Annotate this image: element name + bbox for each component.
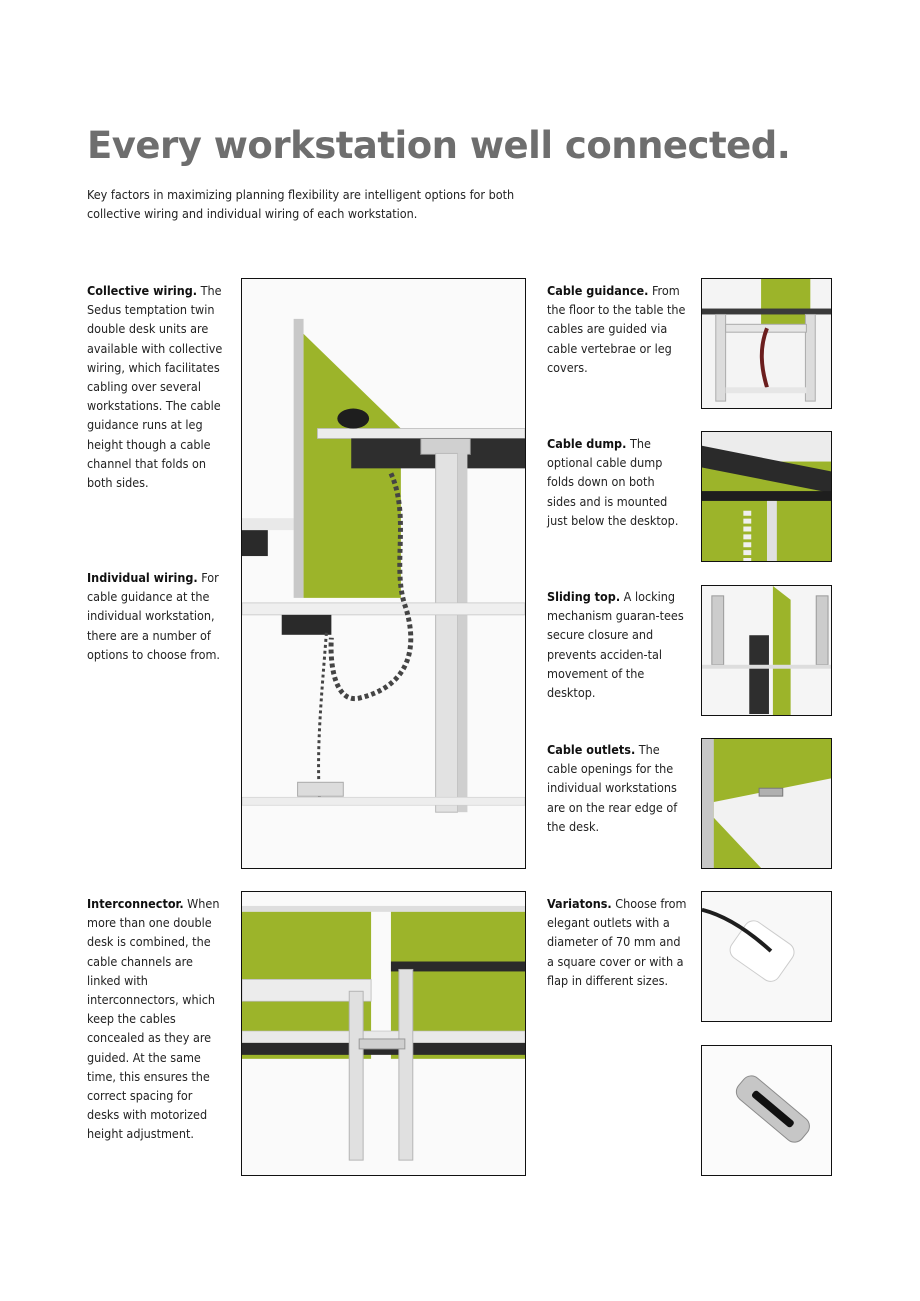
interconnector-body: When more than one double desk is combined, the cable channels are linked with interconnectors, which keep the cables concealed as they are guided. At the same time, this ensures the correct spacing for desks with motorized height adjustment. [87, 896, 220, 1142]
cable-guidance-title: Cable guidance [547, 283, 645, 298]
interconnector-illustration [242, 892, 525, 1175]
cable-guidance-illustration [702, 279, 831, 408]
cable-dump-text [547, 434, 687, 530]
cable-outlets-illustration [702, 739, 831, 868]
cable-dump-photo [701, 431, 832, 562]
cable-outlets-photo [701, 738, 832, 869]
cable-guidance-photo [701, 278, 832, 409]
round-outlet-illustration [702, 892, 831, 1021]
sliding-top-photo [701, 585, 832, 716]
cable-guidance-body: From the floor to the table the cables are guided via cable vertebrae or leg covers. [547, 283, 686, 375]
variations-body: Choose from elegant outlets with a diameter of 70 mm and a square cover or with a flap in different sizes. [547, 896, 687, 988]
individual-wiring-text [87, 568, 227, 664]
cable-guidance-text [547, 281, 687, 377]
collective-wiring-photo [241, 278, 526, 869]
collective-wiring-title: Collective wiring [87, 283, 193, 298]
page-title: Every workstation well connected. [87, 124, 791, 167]
round-outlet-photo [701, 891, 832, 1022]
sliding-top-body: A locking mechanism guaran-tees secure closure and prevents acciden-tal movement of the desktop. [547, 589, 684, 701]
sliding-top-title: Sliding top. [547, 589, 621, 604]
sliding-top-illustration [702, 586, 831, 715]
individual-wiring-title: Individual wiring. [87, 570, 198, 585]
interconnector-photo [241, 891, 526, 1176]
cable-dump-body: The optional cable dump folds down on both sides and is mounted just below the desktop. [547, 436, 679, 528]
interconnector-title: Interconnector. [87, 896, 184, 911]
cable-dump-title: Cable dump. [547, 436, 627, 451]
cable-outlets-text [547, 740, 687, 836]
variations-title: Variatons. [547, 896, 612, 911]
desk-illustration [242, 279, 525, 868]
collective-wiring-text [87, 281, 227, 492]
collective-wiring-punct: . [192, 283, 198, 298]
intro-paragraph: Key factors in maximizing planning flexibility are intelligent options for both collective wiring and individual wiring of each workstation. [87, 187, 515, 221]
flap-outlet-illustration [702, 1046, 831, 1175]
interconnector-text [87, 894, 227, 1144]
sliding-top-text [547, 587, 687, 702]
cable-guidance-punct: . [644, 283, 649, 298]
individual-wiring-body: For cable guidance at the individual workstation, there are a number of options to choose from. [87, 570, 220, 662]
collective-wiring-body: The Sedus temptation twin double desk units are available with collective wiring, which facilitates cabling over several workstations. The cable guidance runs at leg height though a cable channel that folds on both sides. [87, 283, 223, 491]
cable-outlets-body: The cable openings for the individual workstations are on the rear edge of the desk. [547, 742, 678, 834]
flap-outlet-photo [701, 1045, 832, 1176]
variations-text [547, 894, 687, 990]
cable-outlets-title: Cable outlets. [547, 742, 636, 757]
cable-dump-illustration [702, 432, 831, 561]
